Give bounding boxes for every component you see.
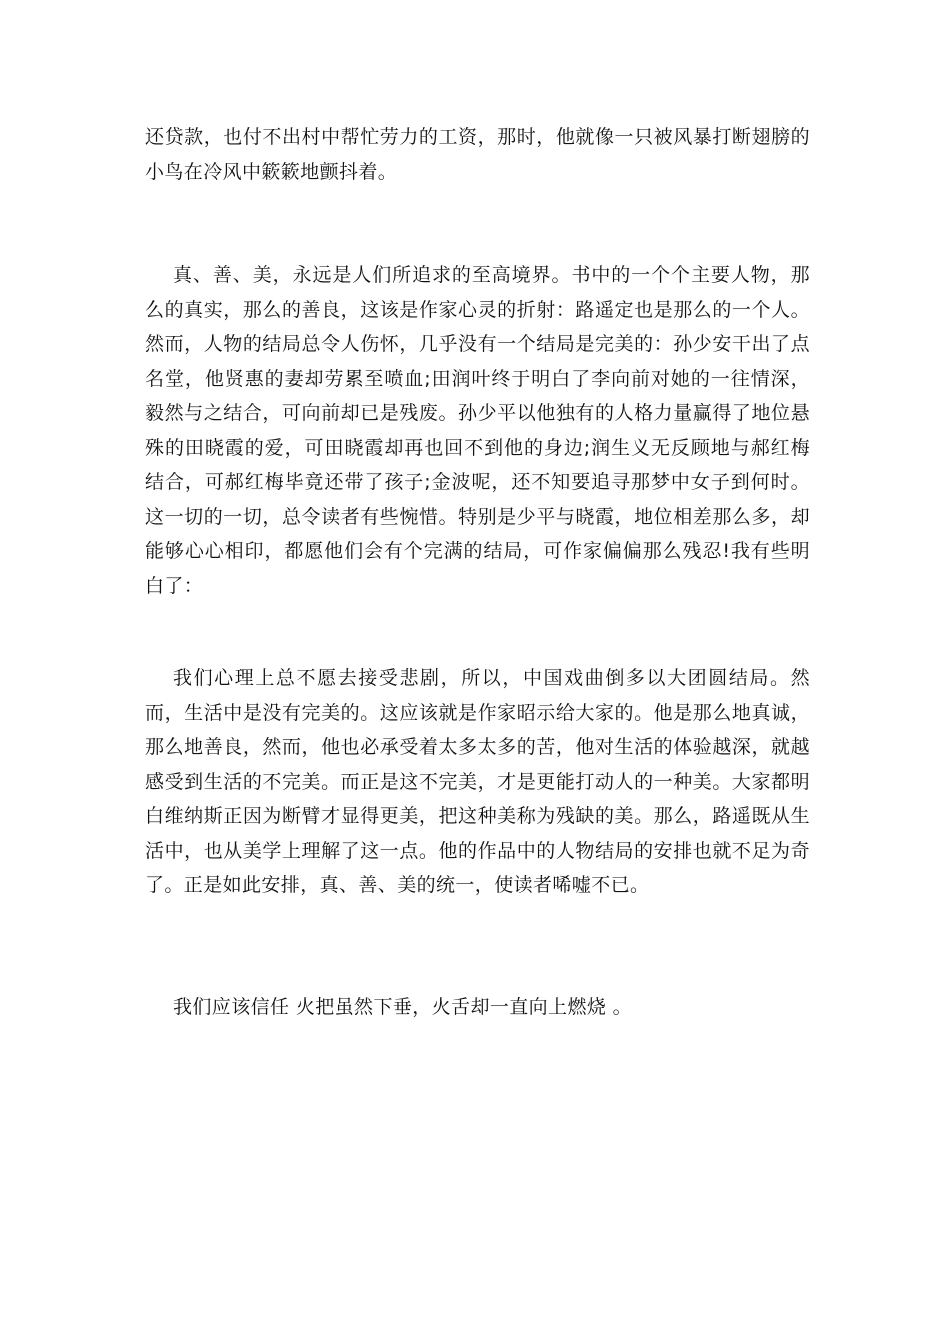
paragraph-1: 还贷款，也付不出村中帮忙劳力的工资，那时，他就像一只被风暴打断翅膀的小鸟在冷风中簌簌地颤抖着。 <box>145 126 810 183</box>
paragraph-4: 我们应该信任 火把虽然下垂，火舌却一直向上燃烧 。 <box>173 996 633 1018</box>
paragraph-2: 真、善、美，永远是人们所追求的至高境界。书中的一个个主要人物，那么的真实，那么的善良，这该是作家心灵的折射：路遥定也是那么的一个人。然而，人物的结局总令人伤怀，几乎没有一个结局是完美的：孙少安干出了点名堂，他贤惠的妻却劳累至喷血;田润叶终于明白了李向前对她的一往情深，毅然与之结合，可向前却已是残废。孙少平以他独有的人格力量赢得了地位悬殊的田晓霞的爱，可田晓霞却再也回不到他的身边;润生义无反顾地与郝红梅结合，可郝红梅毕竟还带了孩子;金波呢，还不知要追寻那梦中女子到何时。这一切的一切，总令读者有些惋惜。特别是少平与晓霞，地位相差那么多，却能够心心相印，都愿他们会有个完满的结局，可作家偏偏那么残忍!我有些明白了： <box>145 264 810 597</box>
paragraph-3: 我们心理上总不愿去接受悲剧，所以，中国戏曲倒多以大团圆结局。然而，生活中是没有完美的。这应该就是作家昭示给大家的。他是那么地真诚，那么地善良，然而，他也必承受着太多太多的苦，他对生活的体验越深，就越感受到生活的不完美。而正是这不完美，才是更能打动人的一种美。大家都明白维纳斯正因为断臂才显得更美，把这种美称为残缺的美。那么，路遥既从生活中，也从美学上理解了这一点。他的作品中的人物结局的安排也就不足为奇了。正是如此安排，真、善、美的统一，使读者唏嘘不已。 <box>145 667 810 896</box>
